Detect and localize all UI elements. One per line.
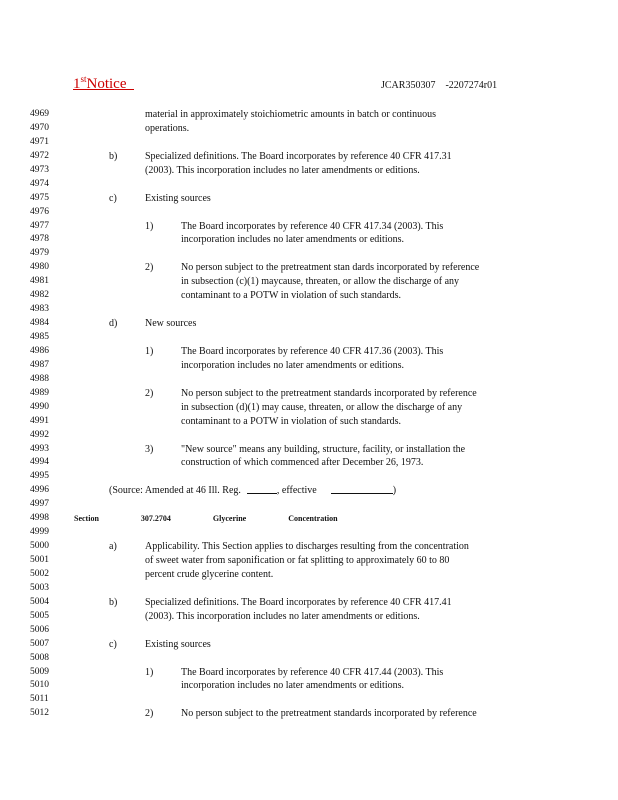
sublist-marker: 2): [145, 708, 154, 720]
line-text: incorporation includes no later amendments or editions.: [181, 234, 404, 246]
line-number: 4998: [30, 513, 49, 524]
line-number: 4971: [30, 136, 49, 147]
line-number: 4994: [30, 457, 49, 468]
line-text: "New source" means any building, structure, facility, or installation the: [181, 443, 466, 455]
line-text: (2003). This incorporation includes no later amendments or editions.: [145, 610, 420, 622]
source-note: (Source: Amended at 46 Ill. Reg. , effective ): [109, 485, 397, 497]
line-number: 4981: [30, 276, 49, 287]
document-line: [0, 679, 618, 693]
document-line: [0, 136, 618, 150]
line-text: percent crude glycerine content.: [145, 568, 274, 580]
document-line: [0, 596, 618, 610]
sublist-marker: 1): [145, 220, 154, 232]
document-line: [0, 652, 618, 666]
document-line: [0, 498, 618, 512]
list-marker: a): [109, 541, 117, 553]
line-text: Existing sources: [145, 192, 211, 204]
document-line: [0, 582, 618, 596]
line-number: 4985: [30, 332, 49, 342]
line-number: 5004: [30, 596, 49, 607]
document-line: [0, 512, 618, 526]
line-number: 4992: [30, 429, 49, 440]
line-number: 4982: [30, 290, 49, 301]
line-text: New sources: [145, 318, 197, 330]
sublist-marker: 1): [145, 345, 154, 357]
line-number: 5010: [30, 680, 49, 691]
line-text: No person subject to the pretreatment stan dards incorporated by reference: [181, 262, 480, 274]
line-number: 4975: [30, 192, 49, 203]
document-line: [0, 150, 618, 164]
line-text: No person subject to the pretreatment standards incorporated by reference: [181, 708, 477, 720]
line-number: 5008: [30, 652, 49, 663]
page-header: [0, 74, 618, 96]
document-line: [0, 624, 618, 638]
line-number: 4974: [30, 178, 49, 189]
line-text: The Board incorporates by reference 40 CFR 417.34 (2003). This: [181, 220, 444, 232]
line-number: 4977: [30, 220, 49, 231]
line-text: Existing sources: [145, 638, 211, 650]
line-text: material in approximately stoichiometric amounts in batch or continuous: [145, 109, 437, 120]
document-line: [0, 540, 618, 554]
line-number: 4991: [30, 415, 49, 426]
list-marker: b): [109, 596, 118, 608]
document-id: JCAR350307 -2207274r01: [381, 80, 498, 91]
line-number: 5006: [30, 624, 49, 635]
line-text: contaminant to a POTW in violation of such standards.: [181, 290, 402, 302]
line-number: 4993: [30, 443, 49, 454]
line-number: 4999: [30, 527, 49, 538]
line-text: contaminant to a POTW in violation of such standards.: [181, 415, 402, 427]
document-line: [0, 345, 618, 359]
line-number: 4986: [30, 345, 49, 356]
line-text: operations.: [145, 122, 190, 134]
numbered-lines: [0, 108, 618, 721]
document-line: [0, 206, 618, 220]
line-number: 5009: [30, 666, 49, 677]
document-line: [0, 373, 618, 387]
sublist-marker: 1): [145, 666, 154, 678]
document-line: [0, 220, 618, 234]
line-number: 4980: [30, 262, 49, 273]
line-text: of sweet water from saponification or fat splitting to approximately 60 to 80: [145, 555, 450, 566]
line-text: incorporation includes no later amendments or editions.: [181, 359, 404, 371]
effective-blank: [331, 484, 393, 494]
document-line: [0, 638, 618, 652]
section-heading: Section 307.2704 Glycerine Concentration: [74, 514, 338, 524]
document-line: [0, 415, 618, 429]
line-number: 4988: [30, 373, 49, 384]
line-number: 5011: [30, 694, 49, 705]
line-number: 4987: [30, 359, 49, 370]
document-line: [0, 303, 618, 317]
line-number: 4990: [30, 401, 49, 412]
line-text: Specialized definitions. The Board incorporates by reference 40 CFR 417.31: [145, 150, 452, 162]
line-number: 4996: [30, 485, 49, 496]
document-line: [0, 192, 618, 206]
line-text: in subsection (d)(1) may cause, threaten, or allow the discharge of any: [181, 401, 463, 413]
document-line: [0, 331, 618, 345]
line-text: Specialized definitions. The Board incorporates by reference 40 CFR 417.41: [145, 596, 452, 608]
line-number: 5000: [30, 541, 49, 552]
list-marker: d): [109, 318, 118, 330]
document-line: [0, 247, 618, 261]
line-number: 5002: [30, 568, 49, 579]
document-line: [0, 108, 618, 122]
line-number: 4995: [30, 471, 49, 482]
sublist-marker: 3): [145, 443, 154, 455]
document-line: [0, 429, 618, 443]
line-text: No person subject to the pretreatment standards incorporated by reference: [181, 387, 477, 399]
line-text: in subsection (c)(1) maycause, threaten, or allow the discharge of any: [181, 276, 460, 288]
sublist-marker: 2): [145, 387, 154, 399]
line-number: 4972: [30, 150, 49, 161]
document-line: [0, 387, 618, 401]
line-number: 5012: [30, 708, 49, 719]
document-line: [0, 443, 618, 457]
document-line: [0, 401, 618, 415]
line-number: 4969: [30, 109, 49, 119]
line-number: 5007: [30, 638, 49, 649]
line-text: The Board incorporates by reference 40 CFR 417.44 (2003). This: [181, 666, 444, 678]
document-line: [0, 359, 618, 373]
line-number: 4978: [30, 234, 49, 245]
line-number: 4979: [30, 248, 49, 259]
line-text: The Board incorporates by reference 40 CFR 417.36 (2003). This: [181, 345, 444, 357]
line-text: Applicability. This Section applies to discharges resulting from the concentration: [145, 541, 469, 553]
document-line: [0, 707, 618, 721]
line-text: construction of which commenced after December 26, 1973.: [181, 457, 424, 469]
sublist-marker: 2): [145, 262, 154, 274]
line-text: incorporation includes no later amendments or editions.: [181, 680, 404, 692]
document-line: [0, 568, 618, 582]
line-number: 5003: [30, 582, 49, 593]
document-line: [0, 317, 618, 331]
document-line: [0, 289, 618, 303]
document-line: [0, 178, 618, 192]
document-line: [0, 693, 618, 707]
document-line: [0, 122, 618, 136]
list-marker: c): [109, 192, 117, 204]
list-marker: b): [109, 150, 118, 162]
line-number: 4989: [30, 387, 49, 398]
line-number: 4997: [30, 499, 49, 510]
notice-label: 1stNotice: [73, 74, 127, 92]
line-number: 4984: [30, 318, 49, 329]
line-number: 4973: [30, 164, 49, 175]
document-line: [0, 484, 618, 498]
document-line: [0, 470, 618, 484]
document-line: [0, 456, 618, 470]
line-text: (2003). This incorporation includes no later amendments or editions.: [145, 164, 420, 176]
document-line: [0, 261, 618, 275]
document-line: [0, 275, 618, 289]
line-number: 4970: [30, 122, 49, 133]
document-line: [0, 554, 618, 568]
document-line: [0, 666, 618, 680]
reg-blank: [247, 484, 277, 494]
line-number: 5001: [30, 555, 49, 565]
document-line: [0, 233, 618, 247]
line-number: 5005: [30, 610, 49, 621]
document-line: [0, 610, 618, 624]
line-number: 4983: [30, 304, 49, 315]
document-line: [0, 526, 618, 540]
document-line: [0, 164, 618, 178]
list-marker: c): [109, 638, 117, 650]
line-number: 4976: [30, 206, 49, 217]
